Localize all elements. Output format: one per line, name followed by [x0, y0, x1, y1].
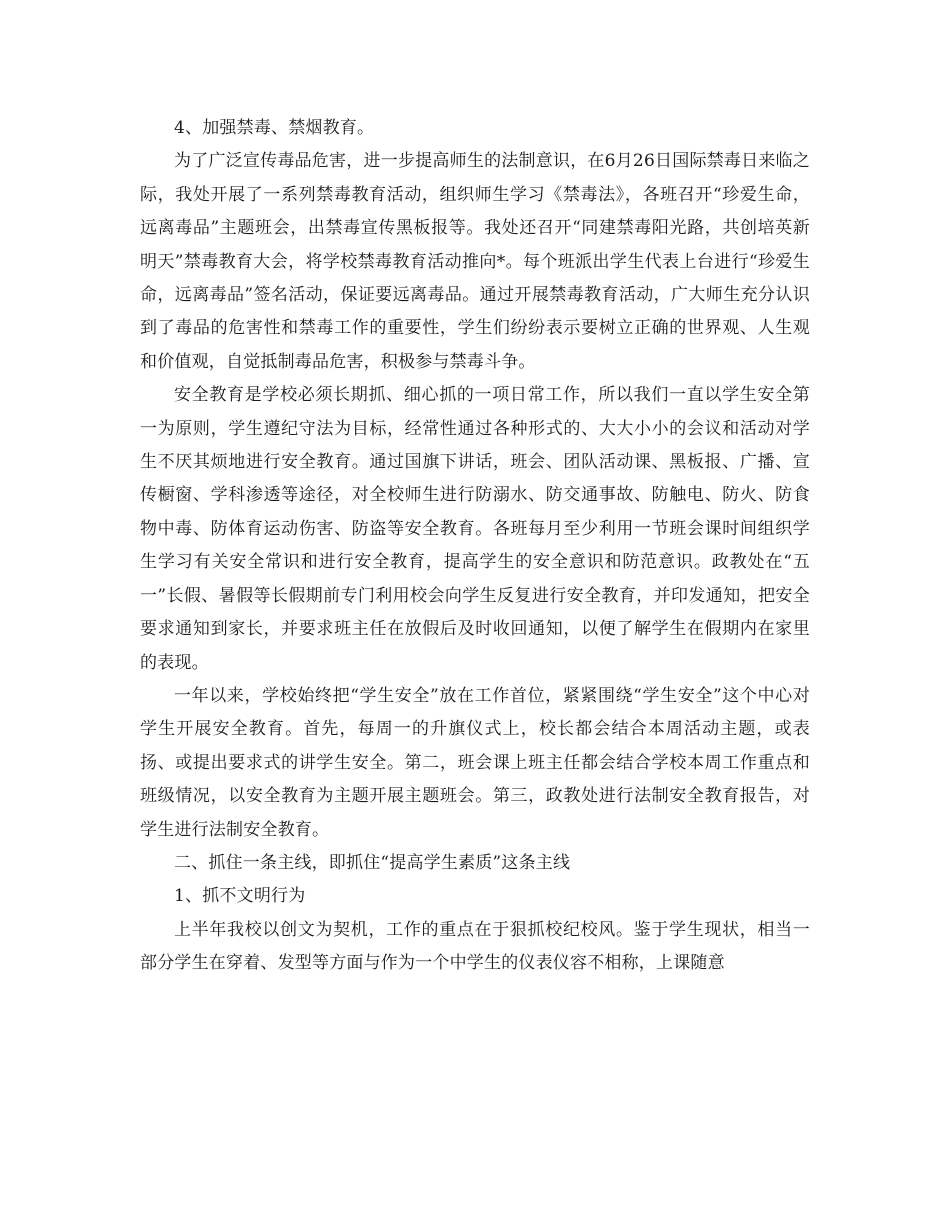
- paragraph-discipline: 上半年我校以创文为契机，工作的重点在于狠抓校纪校风。鉴于学生现状，相当一部分学生在穿着、发型等方面与作为一个中学生的仪表仪容不相称，上课随意: [140, 919, 810, 974]
- paragraph-subheading: 1、抓不文明行为: [174, 886, 306, 907]
- paragraph-safety-education: 安全教育是学校必须长期抓、细心抓的一项日常工作，所以我们一直以学生安全第一为原则，学生遵纪守法为目标，经常性通过各种形式的、大大小小的会议和活动对学生不厌其烦地进行安全教育。通过国旗下讲话，班会、团队活动课、黑板报、广播、宣传橱窗、学科渗透等途径，对全校师生进行防溺水、防交通事故、防触电、防火、防食物中毒、防体育运动伤害、防盗等安全教育。各班每月至少利用一节班会课时间组织学生学习有关安全常识和进行安全教育，提高学生的安全意识和防范意识。政教处在“五一”长假、暑假等长假期前专门利用校会向学生反复进行安全教育，并印发通知，把安全要求通知到家长，并要求班主任在放假后及时收回通知，以便了解学生在假期内在家里的表现。: [140, 385, 810, 673]
- paragraph-main-line-heading: 二、抓住一条主线，即抓住“提高学生素质”这条主线: [174, 852, 571, 873]
- document-body: [140, 112, 810, 981]
- paragraph-section-heading: 4、加强禁毒、禁烟教育。: [174, 118, 375, 138]
- paragraph-year-summary: 一年以来，学校始终把“学生安全”放在工作首位，紧紧围绕“学生安全”这个中心对学生开展安全教育。首先，每周一的升旗仪式上，校长都会结合本周活动主题，或表扬、或提出要求式的讲学生安全。第二，班会课上班主任都会结合学校本周工作重点和班级情况，以安全教育为主题开展主题班会。第三，政教处进行法制安全教育报告，对学生进行法制安全教育。: [140, 685, 810, 840]
- paragraph-anti-drug: 为了广泛宣传毒品危害，进一步提高师生的法制意识，在6月26日国际禁毒日来临之际，我处开展了一系列禁毒教育活动，组织师生学习《禁毒法》，各班召开“珍爱生命，远离毒品”主题班会，出禁毒宣传黑板报等。我处还召开“同建禁毒阳光路，共创培英新明天”禁毒教育大会，将学校禁毒教育活动推向*。每个班派出学生代表上台进行“珍爱生命，远离毒品”签名活动，保证要远离毒品。通过开展禁毒教育活动，广大师生充分认识到了毒品的危害性和禁毒工作的重要性，学生们纷纷表示要树立正确的世界观、人生观和价值观，自觉抵制毒品危害，积极参与禁毒斗争。: [140, 151, 810, 372]
